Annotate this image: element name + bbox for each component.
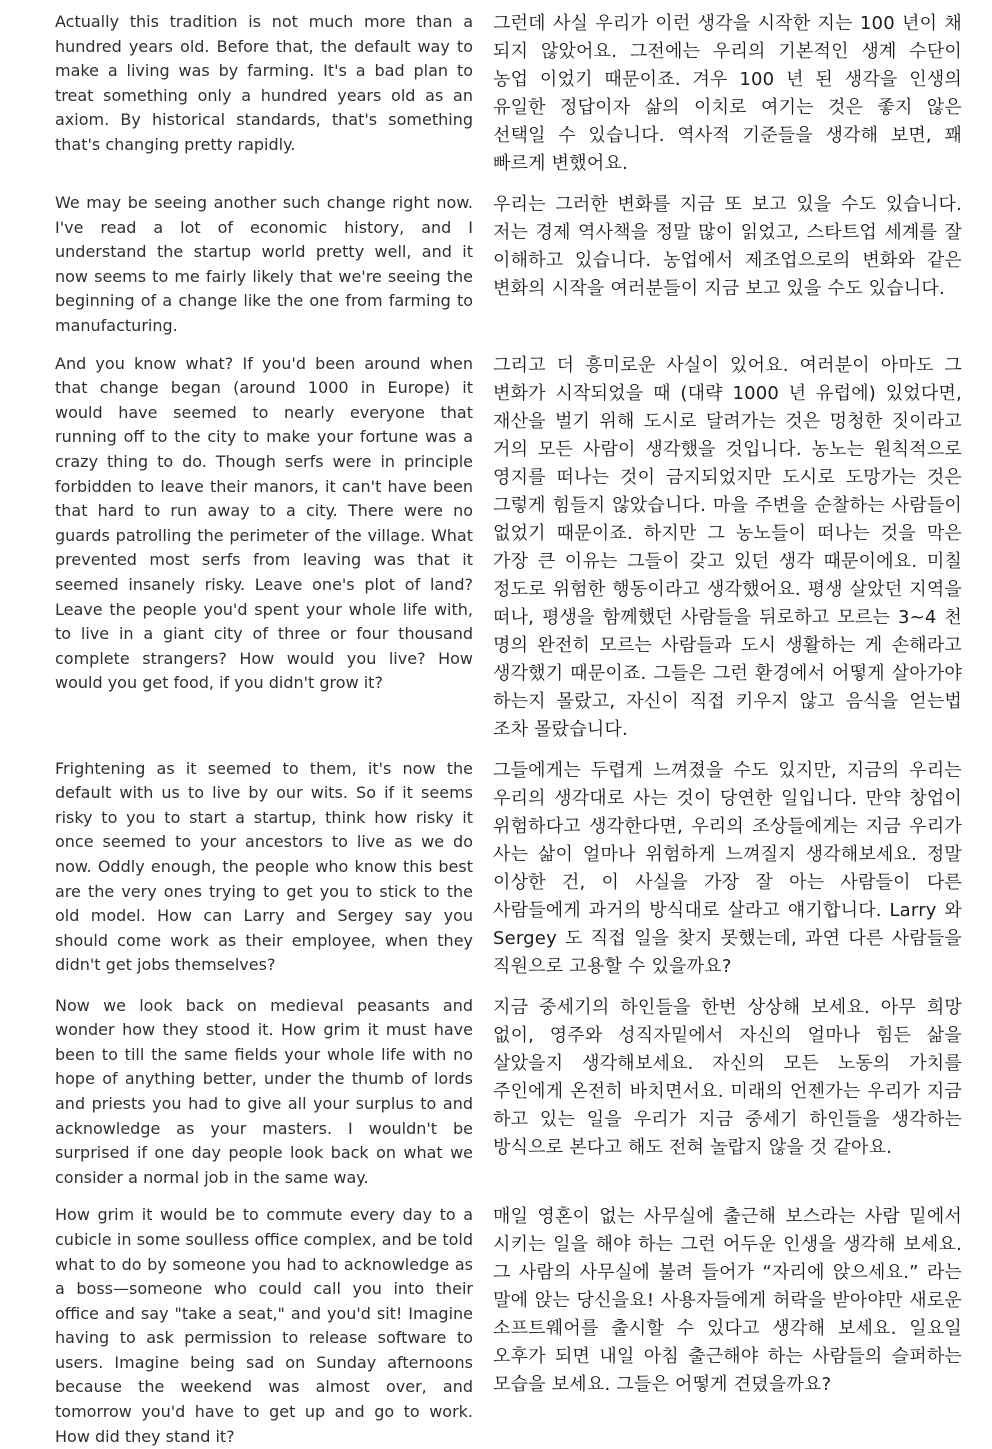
paragraph-row-5 <box>55 994 962 1191</box>
korean-paragraph: 지금 중세기의 하인들을 한번 상상해 보세요. 아무 희망 없이, 영주와 성직자밑에서 자신의 얼마나 힘든 삶을 살았을지 생각해보세요. 자신의 모든 노동의 가치를 주인에게 온전히 바치면서요. 미래의 언젠가는 우리가 지금 하고 있는 일을 우리가 지금 중세기 하인들을 생각하는 방식으로 본다고 해도 전혀 놀랍지 않을 것 같아요. <box>493 996 962 1158</box>
english-paragraph: And you know what? If you'd been around when that change began (around 1000 in Europe) it would have seemed to nearly everyone that running off to the city to make your fortune was a crazy thing to do. Though serfs were in principle forbidden to leave their manors, it can't have been that hard to run away to a city. There were no guards patrolling the perimeter of the village. What prevented most serfs from leaving was that it seemed insanely risky. Leave one's plot of land? Leave the people you'd spent your whole life with, to live in a giant city of three or four thousand complete strangers? How would you live? How would you get food, if you didn't grow it? <box>55 353 473 693</box>
english-paragraph: We may be seeing another such change right now. I've read a lot of economic history, and I understand the startup world pretty well, and it now seems to me fairly likely that we're seeing the beginning of a change like the one from farming to manufacturing. <box>55 193 473 335</box>
paragraph-row-1 <box>55 10 962 178</box>
korean-paragraph: 그들에게는 두렵게 느껴졌을 수도 있지만, 지금의 우리는 우리의 생각대로 사는 것이 당연한 일입니다. 만약 창업이 위험하다고 생각한다면, 우리의 조상들에게는 지금 우리가 사는 삶이 얼마나 위험하게 느껴질지 생각해보세요. 정말 이상한 건, 이 사실을 가장 잘 아는 사람들이 다른 사람들에게 과거의 방식대로 살라고 얘기합니다. Larry 와 Sergey 도 직접 일을 찾지 못했는데, 과연 다른 사람들을 직원으로 고용할 수 있을까요? <box>493 759 962 977</box>
english-paragraph: Frightening as it seemed to them, it's now the default with us to live by our wits. So if it seems risky to you to start a startup, think how risky it once seemed to your ancestors to live as we do now. Oddly enough, the people who know this best are the very ones trying to get you to stick to the old model. How can Larry and Sergey say you should come work as their employee, when they didn't get jobs themselves? <box>55 758 473 975</box>
korean-paragraph: 우리는 그러한 변화를 지금 또 보고 있을 수도 있습니다. 저는 경제 역사책을 정말 많이 읽었고, 스타트업 세계를 잘 이해하고 있습니다. 농업에서 제조업으로의 변화와 같은 변화의 시작을 여러분들이 지금 보고 있을 수도 있습니다. <box>493 194 962 299</box>
english-paragraph: Actually this tradition is not much more than a hundred years old. Before that, the default way to make a living was by farming. It's a bad plan to treat something only a hundred years old as an axiom. By historical standards, that's something that's changing pretty rapidly. <box>55 12 473 154</box>
paragraph-row-2 <box>55 191 962 339</box>
english-paragraph: Now we look back on medieval peasants and wonder how they stood it. How grim it must have been to till the same fields your whole life with no hope of anything better, under the thumb of lords and priests you had to give all your surplus to and acknowledge as your masters. I wouldn't be surprised if one day people look back on what we consider a normal job in the same way. <box>55 995 473 1187</box>
paragraph-row-6 <box>55 1203 962 1449</box>
english-paragraph: How grim it would be to commute every day to a cubicle in some soulless office complex, and be told what to do by someone you had to acknowledge as a boss—someone who could call you into their office and say "take a seat," and you'd sit! Imagine having to ask permission to release software to users. Imagine being sad on Sunday afternoons because the weekend was almost over, and tomorrow you'd have to get up and go to work. How did they stand it? <box>55 1205 473 1446</box>
korean-paragraph: 그리고 더 흥미로운 사실이 있어요. 여러분이 아마도 그 변화가 시작되었을 때 (대략 1000 년 유럽에) 있었다면, 재산을 벌기 위해 도시로 달려가는 것은 멍청한 짓이라고 거의 모든 사람이 생각했을 것입니다. 농노는 원칙적으로 영지를 떠나는 것이 금지되었지만 도시로 도망가는 것은 그렇게 힘들지 않았습니다. 마을 주변을 순찰하는 사람들이 없었기 때문이죠. 하지만 그 농노들이 떠나는 것을 막은 가장 큰 이유는 그들이 갖고 있던 생각 때문이에요. 미칠 정도로 위험한 행동이라고 생각했어요. 평생 살았던 지역을 떠나, 평생을 함께했던 사람들을 뒤로하고 모르는 3~4 천 명의 완전히 모르는 사람들과 도시 생활하는 게 손해라고 생각했기 때문이죠. 그들은 그런 환경에서 어떻게 살아가야 하는지 몰랐고, 자신이 직접 키우지 않고 음식을 얻는법 조차 몰랐습니다. <box>493 354 962 740</box>
korean-paragraph: 그런데 사실 우리가 이런 생각을 시작한 지는 100 년이 채 되지 않았어요. 그전에는 우리의 기본적인 생계 수단이 농업 이었기 때문이죠. 겨우 100 년 된 생각을 인생의 유일한 정답이자 삶의 이치로 여기는 것은 좋지 않은 선택일 수 있습니다. 역사적 기준들을 생각해 보면, 꽤 빠르게 변했어요. <box>493 13 962 174</box>
korean-paragraph: 매일 영혼이 없는 사무실에 출근해 보스라는 사람 밑에서 시키는 일을 해야 하는 그런 어두운 인생을 생각해 보세요. 그 사람의 사무실에 불려 들어가 “자리에 앉으세요.” 라는 말에 앉는 당신을요! 사용자들에게 허락을 받아야만 새로운 소프트웨어를 출시할 수 있다고 생각해 보세요. 일요일 오후가 되면 내일 아침 출근해야 하는 사람들의 슬퍼하는 모습을 보세요. 그들은 어떻게 견뎠을까요? <box>493 1206 962 1396</box>
paragraph-row-4 <box>55 757 962 981</box>
paragraph-row-3 <box>55 352 962 744</box>
